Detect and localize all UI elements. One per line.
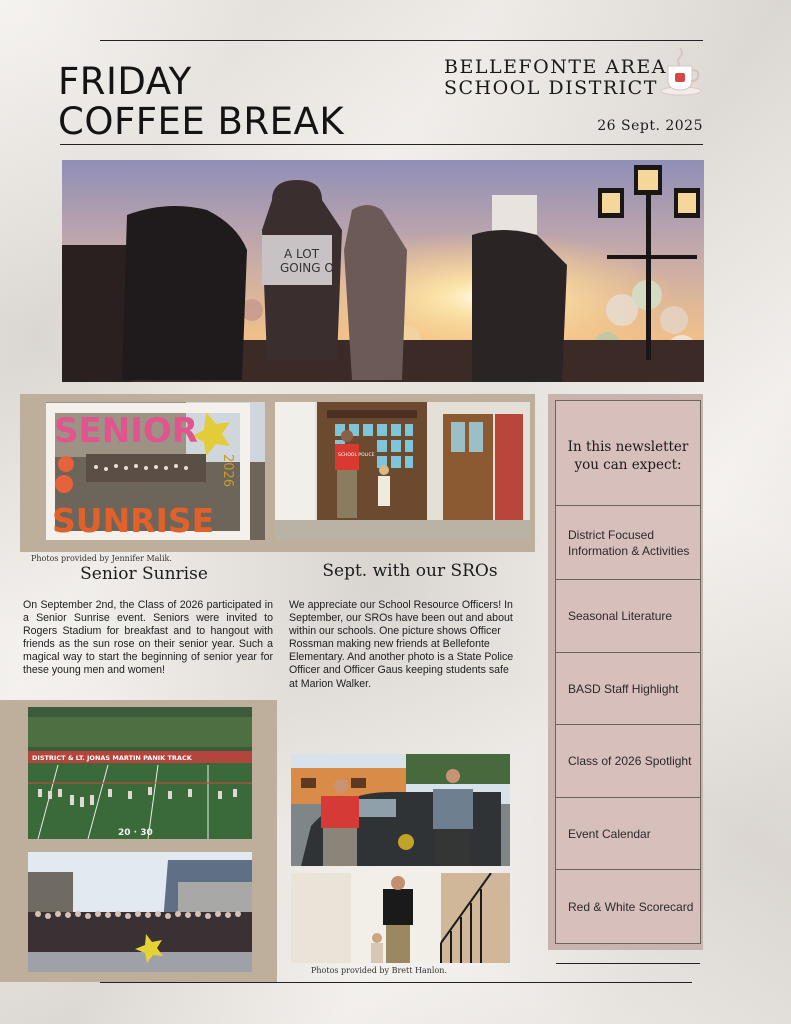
sidebar-item-class-spotlight[interactable]	[556, 724, 700, 797]
coffee-cup-icon	[658, 44, 704, 98]
title-line-2: COFFEE BREAK	[58, 100, 345, 143]
senior-sunrise-sign-photo	[46, 402, 265, 540]
sidebar-item-staff-highlight[interactable]	[556, 652, 700, 724]
track-banner-text: DISTRICT & LT. JONAS MARTIN PANIK TRACK	[32, 754, 192, 762]
sidebar-item-district-focused[interactable]	[556, 505, 700, 579]
sro-photo-credit: Photos provided by Brett Hanlon.	[311, 966, 447, 975]
sign-year: 2026	[220, 454, 235, 488]
sro-hallway-photo	[275, 402, 530, 540]
title-line-1: FRIDAY	[58, 60, 192, 103]
sign-word-senior: SENIOR	[54, 411, 198, 451]
sidebar-item-scorecard[interactable]	[556, 869, 700, 943]
bottom-rule	[100, 982, 692, 983]
district-line-1: BELLEFONTE AREA	[444, 56, 668, 78]
senior-sunrise-heading: Senior Sunrise	[80, 564, 208, 584]
sign-word-sunrise: SUNRISE	[52, 501, 215, 540]
senior-sunrise-photo-credit: Photos provided by Jennifer Malik.	[31, 554, 172, 563]
hero-sign-text-1: A LOT	[284, 247, 320, 261]
newsletter-contents-sidebar	[555, 400, 701, 944]
senior-sunrise-body: On September 2nd, the Class of 2026 participated in a Senior Sunrise event. Seniors were invited to Rogers Stadium for breakfast and to hangout with friends as the sun rose on their senior year. Such a magical way to start the beginning of senior year for these young men and women!	[23, 599, 273, 677]
sro-car-photo	[291, 754, 510, 866]
sro-shirt-text: SCHOOL POLICE	[338, 453, 375, 458]
district-line-2: SCHOOL DISTRICT	[444, 77, 658, 99]
top-rule	[100, 40, 703, 41]
sro-stairs-photo	[291, 873, 510, 963]
sro-body: We appreciate our School Resource Officers! In September, our SROs have been out and about within our schools. One picture shows Officer Rossman making new friends at Bellefonte Elementary. And another photo is a State Police Officer and Officer Gaus keeping students safe at Marion Walker.	[289, 599, 514, 690]
sidebar-bottom-rule	[556, 963, 700, 964]
sidebar-item-seasonal-literature[interactable]	[556, 579, 700, 652]
issue-date: 26 Sept. 2025	[597, 118, 703, 134]
sidebar-item-label: Class of 2026 Spotlight	[568, 754, 692, 768]
sidebar-item-label: Seasonal Literature	[568, 609, 673, 623]
stadium-field-photo	[28, 707, 252, 839]
header-bottom-rule	[60, 144, 703, 145]
sro-heading: Sept. with our SROs	[322, 561, 498, 581]
sidebar-item-label: Red & White Scorecard	[568, 899, 694, 914]
senior-group-photo	[28, 852, 252, 972]
sidebar-item-event-calendar[interactable]	[556, 797, 700, 869]
sidebar-heading: In this newsletter you can expect:	[567, 439, 689, 473]
sidebar-item-label: BASD Staff Highlight	[568, 681, 679, 696]
hero-photo-sunset	[62, 160, 704, 382]
sidebar-item-label: District Focused Information & Activities	[568, 527, 690, 558]
sidebar-item-label: Event Calendar	[568, 826, 651, 841]
field-numbers: 20 · 30	[118, 828, 153, 838]
district-name	[444, 57, 667, 99]
hero-sign-text-2: GOING O	[280, 261, 334, 275]
newsletter-title	[58, 62, 344, 142]
